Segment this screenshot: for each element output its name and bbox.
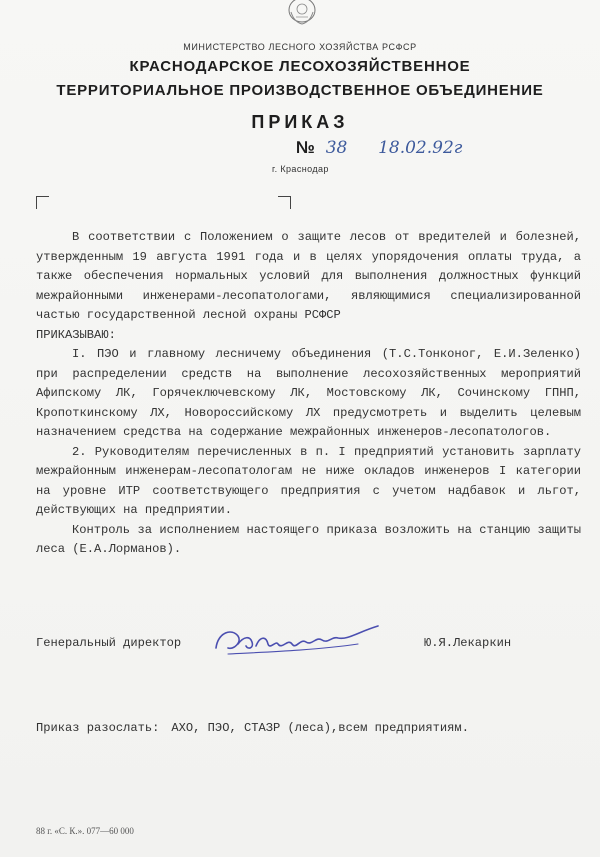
order-city: г. Краснодар	[272, 164, 329, 174]
corner-mark-left	[36, 196, 49, 209]
handwritten-signature	[208, 618, 388, 664]
order-number: 38	[325, 138, 348, 158]
signatory-name: Ю.Я.Лекаркин	[424, 636, 512, 650]
order-date: 18.02.92г	[378, 138, 463, 158]
order-number-row	[296, 138, 462, 158]
intro-paragraph: В соответствии с Положением о защите лесов от вредителей и болезней, утвержденным 19 августа 1991 года и в целях упорядочения оплаты труда, а также обеспечения нормальных условий для выполнения должностных функций межрайонными инженерами-лесопатологами, являющимися специализированной частью государственной лесной охраны РСФСР	[36, 230, 581, 322]
organization-name-line1: КРАСНОДАРСКОЕ ЛЕСОХОЗЯЙСТВЕННОЕ	[129, 58, 471, 75]
organization-name-line2: ТЕРРИТОРИАЛЬНОЕ ПРОИЗВОДСТВЕННОЕ ОБЪЕДИНЕНИЕ	[56, 82, 544, 99]
signature-block	[36, 630, 581, 670]
distribution-list: АХО, ПЭО, СТАЗР (леса),всем предприятиям.	[171, 721, 469, 735]
print-code: 88 г. «С. К.». 077—60 000	[36, 826, 134, 836]
ministry-name: МИНИСТЕРСТВО ЛЕСНОГО ХОЗЯЙСТВА РСФСР	[183, 42, 417, 52]
number-sign: №	[296, 138, 315, 157]
distribution-line	[36, 721, 581, 735]
signatory-title: Генеральный директор	[36, 636, 182, 650]
state-emblem-icon	[282, 0, 322, 26]
control-paragraph: Контроль за исполнением настоящего приказа возложить на станцию защиты леса (Е.А.Лорманов).	[36, 522, 581, 556]
order-item-1: I. ПЭО и главному лесничему объединения (Т.С.Тонконог, Е.И.Зеленко) при распределении средств на выполнение лесохозяйственных мероприятий Афипскому ЛК, Горячеключевскому ЛК, Мостовскому ЛК, Сочинскому ГПНП, Кропоткинскому ЛХ, Новороссийскому ЛХ предусмотреть и выделить целевым назначением средства на содержание межрайонных инженеров-лесопатологов.	[36, 347, 581, 439]
order-item-2: 2. Руководителям перечисленных в п. I предприятий установить зарплату межрайонным инженерам-лесопатологам не ниже окладов инженеров I категории на уровне ИТР соответствующего предприятия с учетом надбавок и льгот, действующих на предприятии.	[36, 444, 581, 517]
order-body	[36, 228, 581, 560]
document-title: ПРИКАЗ	[251, 112, 349, 132]
corner-mark-right	[278, 196, 291, 209]
distribution-label: Приказ разослать:	[36, 721, 160, 735]
order-word: ПРИКАЗЫВАЮ:	[36, 327, 116, 342]
